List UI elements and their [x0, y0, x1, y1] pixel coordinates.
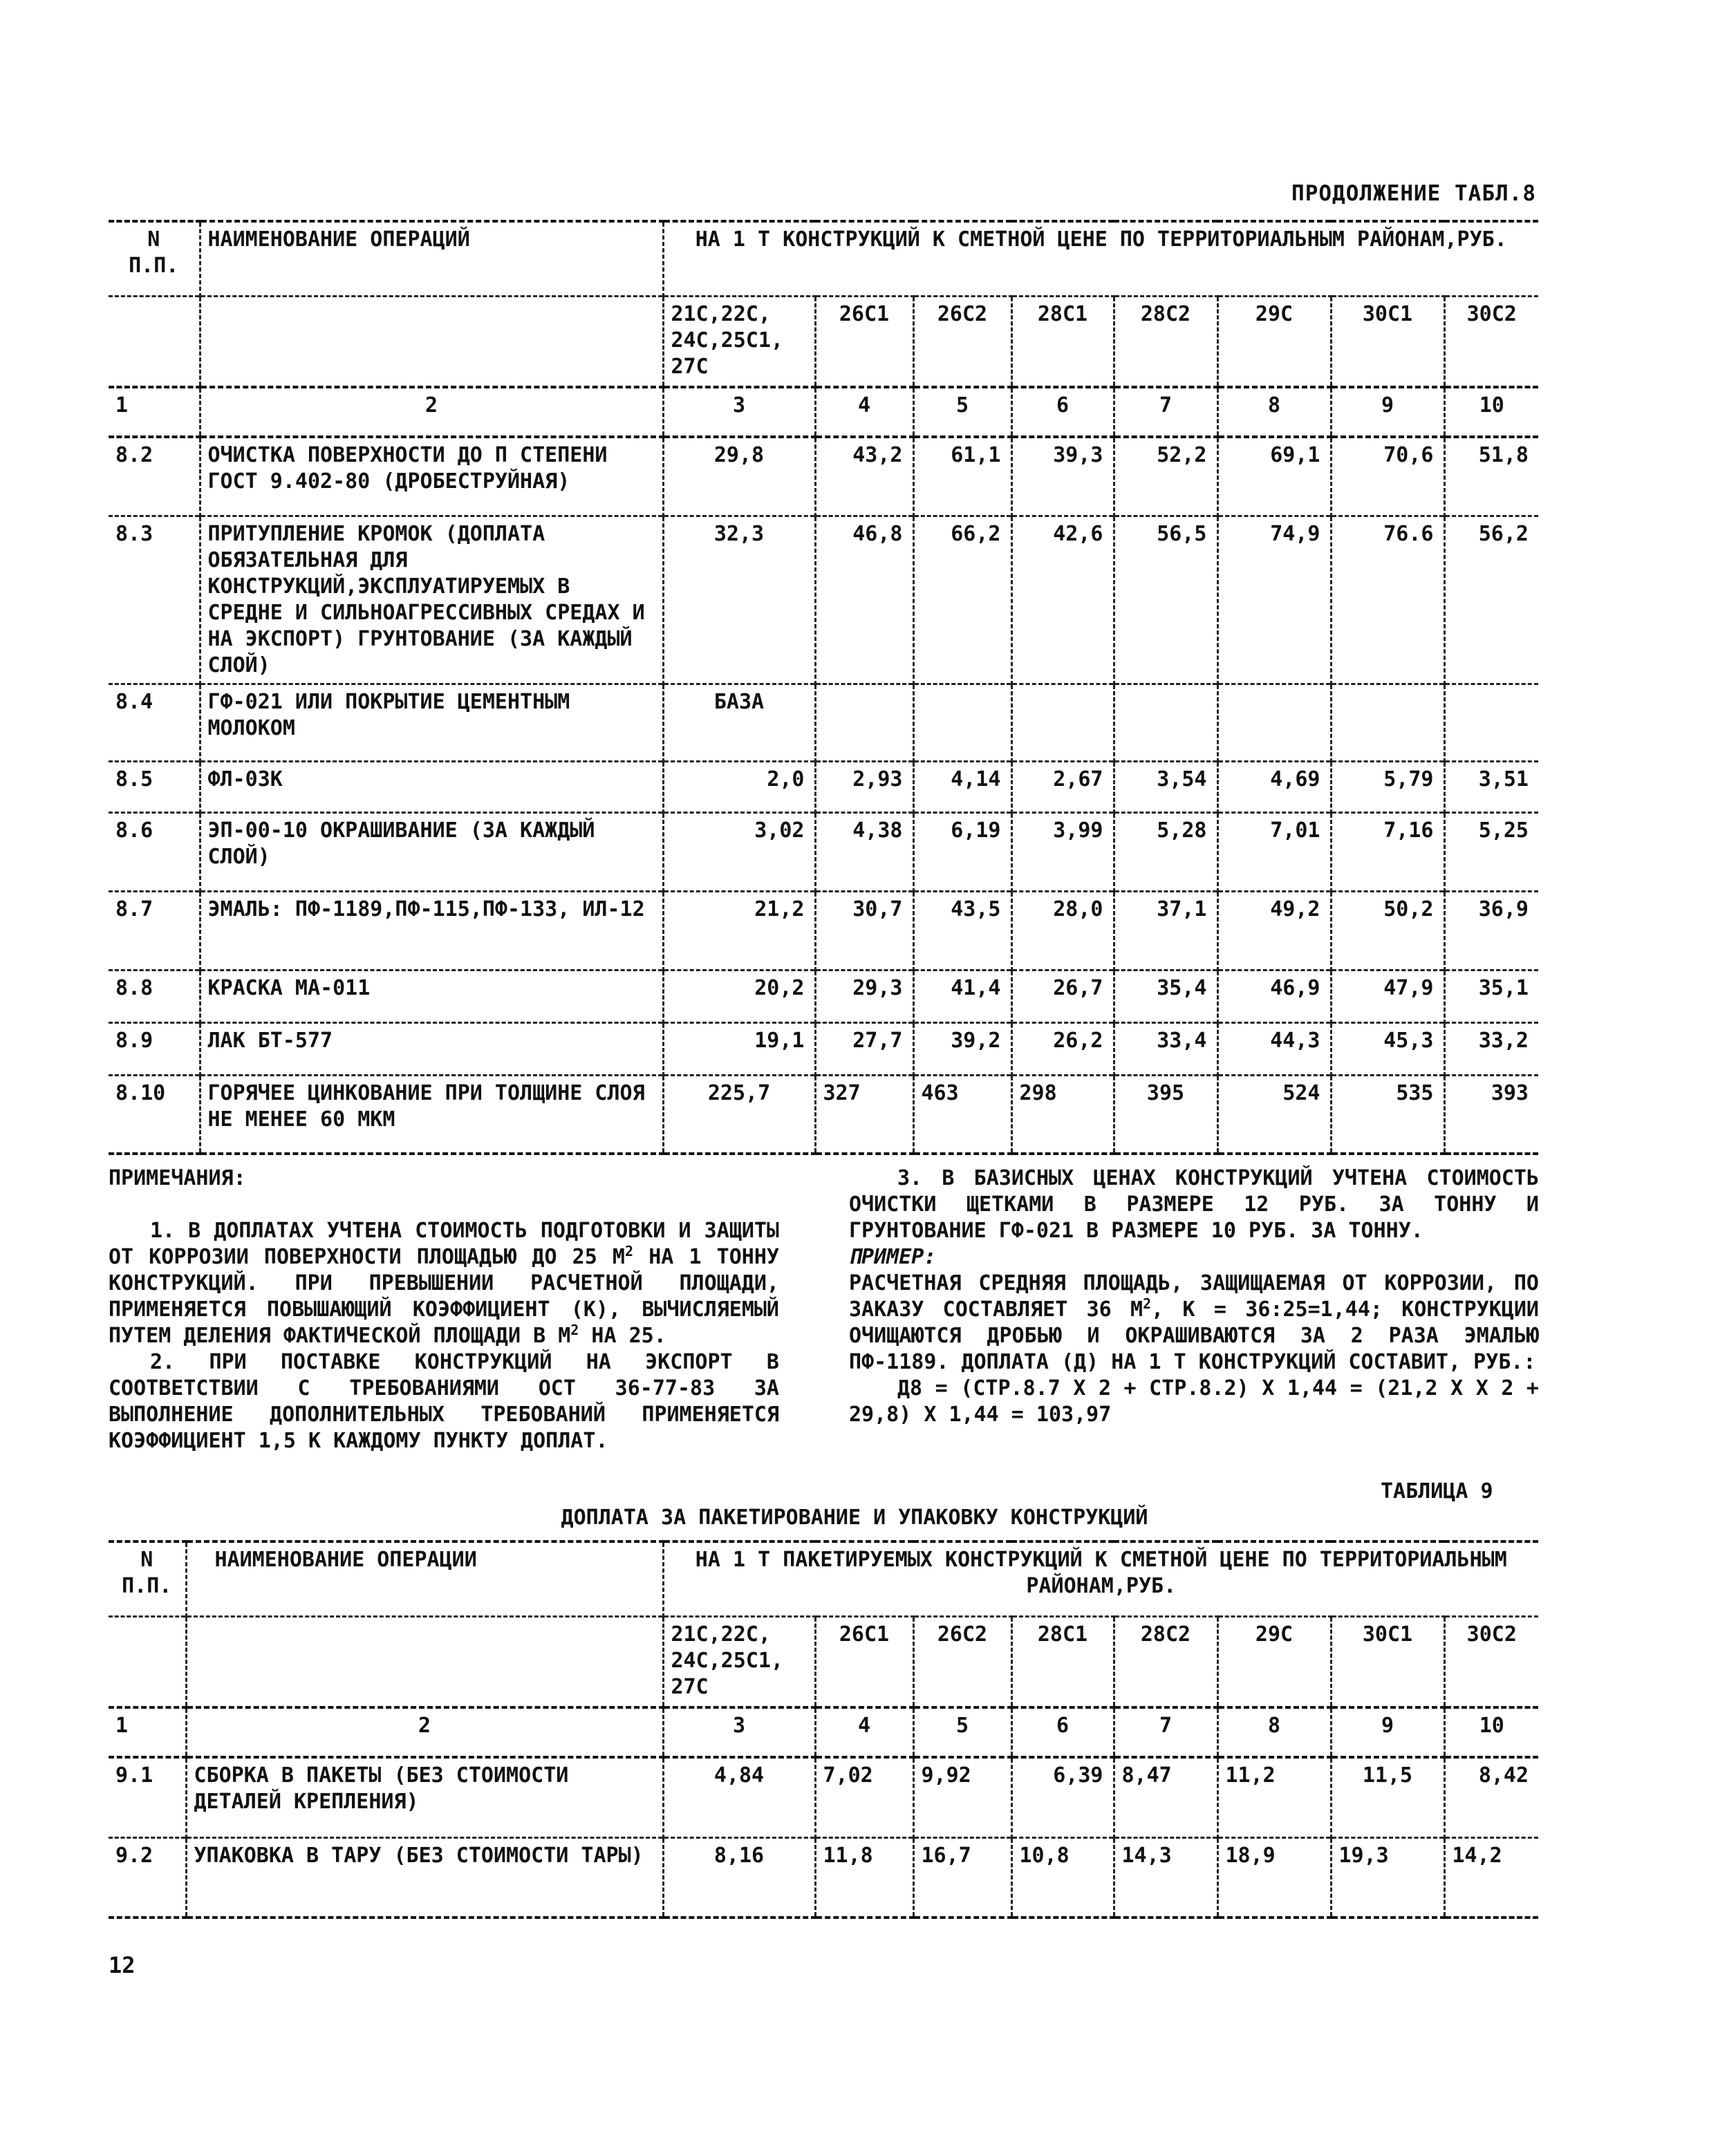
header-name: НАИМЕНОВАНИЕ ОПЕРАЦИИ [186, 1541, 663, 1616]
table-8 [109, 220, 1538, 1155]
cell-value: 36,9 [1444, 891, 1538, 970]
cell-value: 5,25 [1444, 812, 1538, 891]
column-number: 9 [1331, 387, 1444, 437]
column-number: 5 [913, 1707, 1011, 1757]
column-number: 3 [663, 1707, 815, 1757]
cell-value: 43,2 [815, 437, 913, 516]
cell-value: 21,2 [663, 891, 815, 970]
row-number: 8.3 [109, 516, 200, 684]
row-number: 8.7 [109, 891, 200, 970]
row-name: ОЧИСТКА ПОВЕРХНОСТИ ДО П СТЕПЕНИ ГОСТ 9.402-80 (ДРОБЕСТРУЙНАЯ) [200, 437, 663, 516]
cell-value: 14,3 [1114, 1837, 1217, 1918]
region-col: 26С1 [815, 296, 913, 387]
cell-value: 28,0 [1011, 891, 1114, 970]
cell-value: 70,6 [1331, 437, 1444, 516]
column-number: 8 [1217, 1707, 1331, 1757]
region-col: 28С1 [1011, 296, 1114, 387]
notes-right [849, 1165, 1539, 1428]
cell-value: 6,39 [1011, 1757, 1114, 1837]
cell-value: 35,4 [1114, 970, 1217, 1022]
cell-value: 52,2 [1114, 437, 1217, 516]
cell-value: 42,6 [1011, 516, 1114, 684]
column-number: 7 [1114, 1707, 1217, 1757]
region-col: 30С2 [1444, 1616, 1538, 1707]
cell-value: 4,14 [913, 761, 1011, 812]
cell-value: 41,4 [913, 970, 1011, 1022]
cell-value: 524 [1217, 1075, 1331, 1154]
cell-value: 11,5 [1331, 1757, 1444, 1837]
table-9-header [109, 1541, 1538, 1757]
cell-value: 51,8 [1444, 437, 1538, 516]
example-text: РАСЧЕТНАЯ СРЕДНЯЯ ПЛОЩАДЬ, ЗАЩИЩАЕМАЯ ОТ КОРРОЗИИ, ПО ЗАКАЗУ СОСТАВЛЯЕТ 36 $М^2$, К = 36:25=1,44; КОНСТРУКЦИИ ОЧИЩАЮТСЯ ДРОБЬЮ И ОКРАШИВАЮТСЯ ЗА 2 РАЗА ЭМАЛЬЮ ПФ-1189. ДОПЛАТА (Д) НА 1 Т КОНСТРУКЦИЙ СОСТАВИТ, РУБ.: [849, 1271, 1539, 1374]
cell-value: 69,1 [1217, 437, 1331, 516]
column-number: 10 [1444, 387, 1538, 437]
column-number: 3 [663, 387, 815, 437]
cell-value: 50,2 [1331, 891, 1444, 970]
cell-value: 33,4 [1114, 1022, 1217, 1075]
cell-value: 39,3 [1011, 437, 1114, 516]
region-col: 28С1 [1011, 1616, 1114, 1707]
cell-value: 14,2 [1444, 1837, 1538, 1918]
cell-value: 225,7 [663, 1075, 815, 1154]
cell-value: 5,28 [1114, 812, 1217, 891]
column-number: 7 [1114, 387, 1217, 437]
cell-value: 33,2 [1444, 1022, 1538, 1075]
row-name: ГОРЯЧЕЕ ЦИНКОВАНИЕ ПРИ ТОЛЩИНЕ СЛОЯ НЕ МЕНЕЕ 60 МКМ [200, 1075, 663, 1154]
table-9 [109, 1540, 1538, 1919]
cell-value: 74,9 [1217, 516, 1331, 684]
header-num: N П.П. [109, 221, 200, 296]
cell-value: БАЗА [663, 684, 815, 761]
cell-value: 43,5 [913, 891, 1011, 970]
cell-value: 19,3 [1331, 1837, 1444, 1918]
cell-value: 56,5 [1114, 516, 1217, 684]
cell-value: 11,2 [1217, 1757, 1331, 1837]
table-row [109, 1757, 1538, 1837]
column-number: 10 [1444, 1707, 1538, 1757]
region-col: 28С2 [1114, 296, 1217, 387]
example-formula: Д8 = (СТР.8.7 Х 2 + СТР.8.2) Х 1,44 = (21,2 Х Х 2 + 29,8) Х 1,44 = 103,97 [849, 1376, 1539, 1427]
row-number: 8.2 [109, 437, 200, 516]
row-number: 8.8 [109, 970, 200, 1022]
cell-value: 49,2 [1217, 891, 1331, 970]
cell-value: 2,93 [815, 761, 913, 812]
cell-value [1217, 684, 1331, 761]
cell-value: 47,9 [1331, 970, 1444, 1022]
table-row [109, 516, 1538, 684]
cell-value: 35,1 [1444, 970, 1538, 1022]
cell-value: 18,9 [1217, 1837, 1331, 1918]
cell-value: 11,8 [815, 1837, 913, 1918]
table-row [109, 1075, 1538, 1154]
region-col: 21С,22С, 24С,25С1, 27С [663, 1616, 815, 1707]
cell-value: 535 [1331, 1075, 1444, 1154]
column-number: 4 [815, 1707, 913, 1757]
cell-value: 393 [1444, 1075, 1538, 1154]
cell-value: 5,79 [1331, 761, 1444, 812]
row-name: ЛАК БТ-577 [200, 1022, 663, 1075]
table-row [109, 812, 1538, 891]
cell-value: 61,1 [913, 437, 1011, 516]
cell-value [1444, 684, 1538, 761]
cell-value: 20,2 [663, 970, 815, 1022]
note-1: 1. В ДОПЛАТАХ УЧТЕНА СТОИМОСТЬ ПОДГОТОВКИ И ЗАЩИТЫ ОТ КОРРОЗИИ ПОВЕРХНОСТИ ПЛОЩАДЬЮ ДО 25 $М^2$ НА 1 ТОННУ КОНСТРУКЦИЙ. ПРИ ПРЕВЫШЕНИИ РАСЧЕТНОЙ ПЛОЩАДИ, ПРИМЕНЯЕТСЯ ПОВЫШАЮЩИЙ КОЭФФИЦИЕНТ (К), ВЫЧИСЛЯЕМЫЙ ПУТЕМ ДЕЛЕНИЯ ФАКТИЧЕСКОЙ ПЛОЩАДИ В $М^2$ НА 25. [109, 1219, 779, 1348]
cell-value: 2,67 [1011, 761, 1114, 812]
row-name: УПАКОВКА В ТАРУ (БЕЗ СТОИМОСТИ ТАРЫ) [186, 1837, 663, 1918]
row-name: КРАСКА МА-011 [200, 970, 663, 1022]
column-number: 6 [1011, 387, 1114, 437]
row-number: 9.2 [109, 1837, 186, 1918]
row-number: 8.9 [109, 1022, 200, 1075]
cell-value [1011, 684, 1114, 761]
column-number: 9 [1331, 1707, 1444, 1757]
cell-value [913, 684, 1011, 761]
cell-value: 3,99 [1011, 812, 1114, 891]
row-name: ЭП-00-10 ОКРАШИВАНИЕ (ЗА КАЖДЫЙ СЛОЙ) [200, 812, 663, 891]
cell-value: 7,01 [1217, 812, 1331, 891]
cell-value: 8,47 [1114, 1757, 1217, 1837]
column-number: 5 [913, 387, 1011, 437]
region-col: 28С2 [1114, 1616, 1217, 1707]
cell-value: 298 [1011, 1075, 1114, 1154]
cell-value: 45,3 [1331, 1022, 1444, 1075]
header-num: N П.П. [109, 1541, 186, 1616]
table-8-header [109, 221, 1538, 437]
table-row [109, 1022, 1538, 1075]
region-col: 26С1 [815, 1616, 913, 1707]
region-col: 29С [1217, 296, 1331, 387]
cell-value: 4,38 [815, 812, 913, 891]
cell-value: 46,8 [815, 516, 913, 684]
cell-value: 29,3 [815, 970, 913, 1022]
region-col: 26С2 [913, 296, 1011, 387]
note-3: 3. В БАЗИСНЫХ ЦЕНАХ КОНСТРУКЦИЙ УЧТЕНА СТОИМОСТЬ ОЧИСТКИ ЩЕТКАМИ В РАЗМЕРЕ 12 РУБ. ЗА ТОННУ И ГРУНТОВАНИЕ ГФ-021 В РАЗМЕРЕ 10 РУБ. ЗА ТОННУ. [849, 1166, 1539, 1243]
cell-value: 8,42 [1444, 1757, 1538, 1837]
column-number: 2 [186, 1707, 663, 1757]
row-name: ЭМАЛЬ: ПФ-1189,ПФ-115,ПФ-133, ИЛ-12 [200, 891, 663, 970]
cell-value: 3,02 [663, 812, 815, 891]
cell-value: 39,2 [913, 1022, 1011, 1075]
table-row [109, 437, 1538, 516]
cell-value: 8,16 [663, 1837, 815, 1918]
region-col: 30С1 [1331, 1616, 1444, 1707]
cell-value: 327 [815, 1075, 913, 1154]
region-col: 26С2 [913, 1616, 1011, 1707]
row-name: ФЛ-03К [200, 761, 663, 812]
column-number: 4 [815, 387, 913, 437]
note-2: 2. ПРИ ПОСТАВКЕ КОНСТРУКЦИЙ НА ЭКСПОРТ В СООТВЕТСТВИИ С ТРЕБОВАНИЯМИ ОСТ 36-77-83 ЗА ВЫПОЛНЕНИЕ ДОПОЛНИТЕЛЬНЫХ ТРЕБОВАНИЙ ПРИМЕНЯЕТСЯ КОЭФФИЦИЕНТ 1,5 К КАЖДОМУ ПУНКТУ ДОПЛАТ. [109, 1350, 779, 1453]
cell-value: 3,51 [1444, 761, 1538, 812]
table-9-label: ТАБЛИЦА 9 [1381, 1479, 1493, 1503]
cell-value: 2,0 [663, 761, 815, 812]
cell-value: 6,19 [913, 812, 1011, 891]
notes-heading: ПРИМЕЧАНИЯ: [109, 1166, 246, 1190]
table-row [109, 891, 1538, 970]
cell-value: 19,1 [663, 1022, 815, 1075]
region-col: 21С,22С, 24С,25С1, 27С [663, 296, 815, 387]
row-number: 8.10 [109, 1075, 200, 1154]
row-name: ГФ-021 ИЛИ ПОКРЫТИЕ ЦЕМЕНТНЫМ МОЛОКОМ [200, 684, 663, 761]
table-row [109, 761, 1538, 812]
cell-value: 37,1 [1114, 891, 1217, 970]
column-number: 8 [1217, 387, 1331, 437]
row-number: 8.6 [109, 812, 200, 891]
table-row [109, 684, 1538, 761]
column-number: 1 [109, 1707, 186, 1757]
cell-value: 395 [1114, 1075, 1217, 1154]
cell-value [815, 684, 913, 761]
cell-value: 10,8 [1011, 1837, 1114, 1918]
row-name: ПРИТУПЛЕНИЕ КРОМОК (ДОПЛАТА ОБЯЗАТЕЛЬНАЯ ДЛЯ КОНСТРУКЦИЙ,ЭКСПЛУАТИРУЕМЫХ В СРЕДНЕ И СИЛЬНОАГРЕССИВНЫХ СРЕДАХ И НА ЭКСПОРТ) ГРУНТОВАНИЕ (ЗА КАЖДЫЙ СЛОЙ) [200, 516, 663, 684]
table-9-title: ДОПЛАТА ЗА ПАКЕТИРОВАНИЕ И УПАКОВКУ КОНСТРУКЦИЙ [561, 1506, 1148, 1530]
table-row [109, 1837, 1538, 1918]
cell-value [1114, 684, 1217, 761]
cell-value: 27,7 [815, 1022, 913, 1075]
cell-value: 16,7 [913, 1837, 1011, 1918]
cell-value: 3,54 [1114, 761, 1217, 812]
continuation-title: ПРОДОЛЖЕНИЕ ТАБЛ.8 [1291, 181, 1536, 206]
cell-value: 7,02 [815, 1757, 913, 1837]
cell-value: 30,7 [815, 891, 913, 970]
row-name: СБОРКА В ПАКЕТЫ (БЕЗ СТОИМОСТИ ДЕТАЛЕЙ КРЕПЛЕНИЯ) [186, 1757, 663, 1837]
region-col: 30С1 [1331, 296, 1444, 387]
cell-value: 26,2 [1011, 1022, 1114, 1075]
cell-value: 56,2 [1444, 516, 1538, 684]
cell-value: 26,7 [1011, 970, 1114, 1022]
column-number: 2 [200, 387, 663, 437]
table-8-body [109, 437, 1538, 1154]
cell-value: 44,3 [1217, 1022, 1331, 1075]
cell-value [1331, 684, 1444, 761]
region-col: 30С2 [1444, 296, 1538, 387]
cell-value: 66,2 [913, 516, 1011, 684]
notes-left [109, 1165, 779, 1454]
table-9-body [109, 1757, 1538, 1918]
example-heading: ПРИМЕР: [849, 1245, 937, 1269]
row-number: 9.1 [109, 1757, 186, 1837]
column-number: 1 [109, 387, 200, 437]
region-col: 29С [1217, 1616, 1331, 1707]
row-number: 8.4 [109, 684, 200, 761]
cell-value: 4,69 [1217, 761, 1331, 812]
cell-value: 9,92 [913, 1757, 1011, 1837]
cell-value: 7,16 [1331, 812, 1444, 891]
header-group: НА 1 Т ПАКЕТИРУЕМЫХ КОНСТРУКЦИЙ К СМЕТНОЙ ЦЕНЕ ПО ТЕРРИТОРИАЛЬНЫМ РАЙОНАМ,РУБ. [663, 1541, 1538, 1616]
table-row [109, 970, 1538, 1022]
row-number: 8.5 [109, 761, 200, 812]
column-number: 6 [1011, 1707, 1114, 1757]
header-group: НА 1 Т КОНСТРУКЦИЙ К СМЕТНОЙ ЦЕНЕ ПО ТЕРРИТОРИАЛЬНЫМ РАЙОНАМ,РУБ. [663, 221, 1538, 296]
cell-value: 32,3 [663, 516, 815, 684]
cell-value: 46,9 [1217, 970, 1331, 1022]
cell-value: 4,84 [663, 1757, 815, 1837]
cell-value: 29,8 [663, 437, 815, 516]
cell-value: 463 [913, 1075, 1011, 1154]
header-name: НАИМЕНОВАНИЕ ОПЕРАЦИЙ [200, 221, 663, 296]
cell-value: 76.6 [1331, 516, 1444, 684]
page-number: 12 [109, 1952, 136, 1978]
